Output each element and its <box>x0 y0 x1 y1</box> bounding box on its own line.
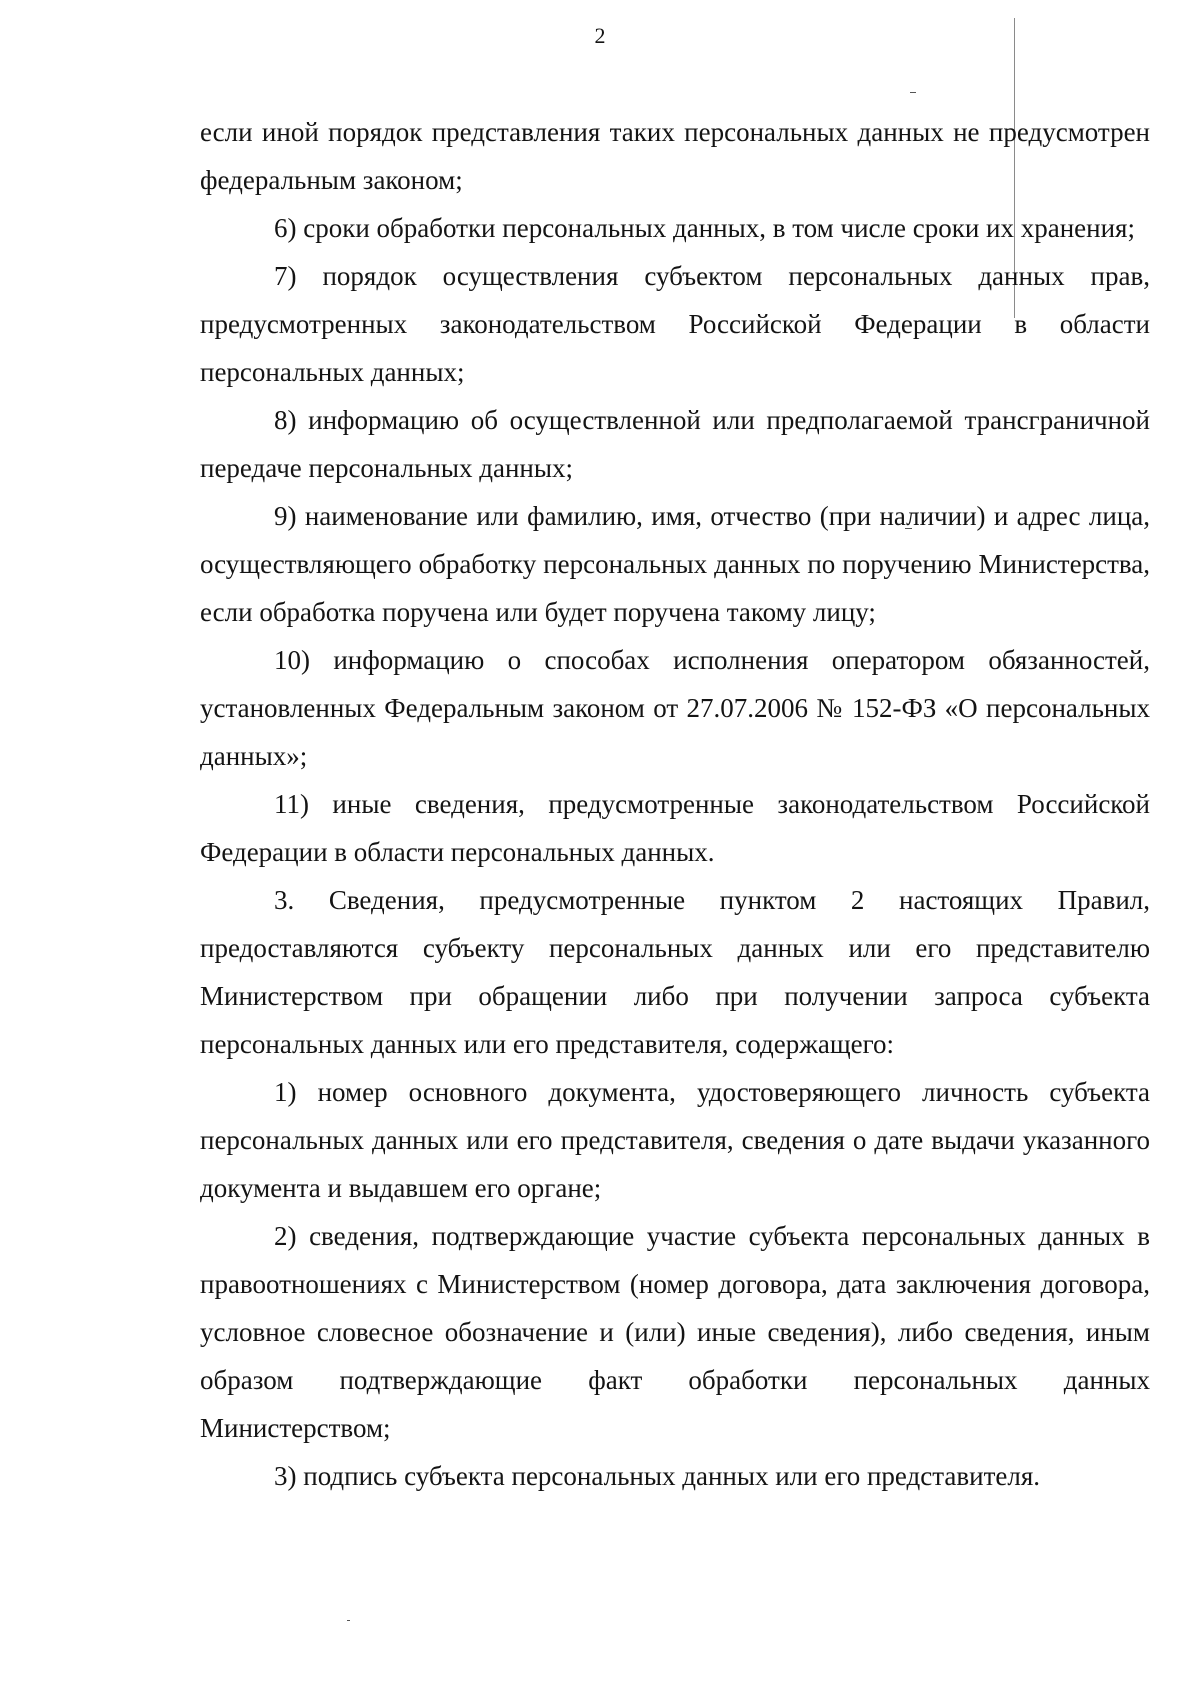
paragraph-line: сведения, иным образом подтверждающие факт обработки персональных <box>200 1317 1150 1395</box>
paragraph-line: 2) сведения, подтверждающие участие субъекта персональных данных <box>274 1221 1125 1251</box>
paragraph-line: если иной порядок представления таких персональных данных не <box>200 117 980 147</box>
paragraph-line: 3. Сведения, предусмотренные пунктом 2 настоящих Правил, <box>274 885 1150 915</box>
paragraph-line: 11) иные сведения, предусмотренные законодательством Российской <box>274 789 1150 819</box>
sub-item-1 <box>200 1068 1150 1212</box>
paragraph-line: персональных данных или его представителя, содержащего: <box>200 1029 895 1059</box>
list-item-6 <box>200 204 1150 252</box>
page-number: 2 <box>594 23 606 48</box>
paragraph-line: трансграничной передаче персональных данных; <box>200 405 1150 483</box>
paragraph-line: 6) сроки обработки персональных данных, в том числе сроки их <box>274 213 1014 243</box>
list-item-7 <box>200 252 1150 396</box>
paragraph-line: Министерством при обращении либо при получении запроса субъекта <box>200 981 1150 1011</box>
paragraph-line: предусмотрен федеральным законом; <box>200 117 1150 195</box>
paragraph-line: данных Министерством; <box>200 1365 1151 1443</box>
paragraph-line: в правоотношениях с Министерством (номер договора, дата заключения <box>200 1221 1150 1299</box>
paragraph-line: персональных данных или его представителя, сведения о дате выдачи <box>200 1125 1015 1155</box>
paragraph-line: Федерации в области персональных данных. <box>200 837 715 867</box>
list-item-8 <box>200 396 1150 492</box>
paragraph-line: 7) порядок осуществления субъектом персональных данных прав, <box>274 261 1150 291</box>
paragraph-line: 3) подпись субъекта персональных данных или его представителя. <box>274 1461 1041 1491</box>
document-body <box>200 108 1150 1500</box>
paragraph-line: 1) номер основного документа, удостоверяющего личность субъекта <box>274 1077 1150 1107</box>
paragraph-line: 10) информацию о способах исполнения оператором обязанностей, <box>274 645 1150 675</box>
paragraph-line: персональных данных»; <box>200 693 1150 771</box>
sub-item-3 <box>200 1452 1150 1500</box>
list-item-11 <box>200 780 1150 876</box>
paragraph-line: хранения; <box>1020 213 1135 243</box>
paragraph-line: персональных данных; <box>200 357 465 387</box>
paragraph-line: 9) наименование или фамилию, имя, отчество (при наличии) и адрес <box>274 501 1081 531</box>
paragraph-line: Министерства, если обработка поручена или будет поручена такому лицу; <box>200 549 1151 627</box>
clause-3 <box>200 876 1150 1068</box>
paragraph-line: предусмотренных законодательством Российской Федерации в области <box>200 309 1150 339</box>
scan-artifact-speck <box>347 1620 350 1621</box>
scan-artifact-speck <box>910 92 916 93</box>
paragraph-line: предоставляются субъекту персональных данных или его представителю <box>200 933 1150 963</box>
paragraph-line: указанного документа и выдавшем его органе; <box>200 1125 1151 1203</box>
paragraph-line: договора, условное словесное обозначение и (или) иные сведения), либо <box>200 1269 1151 1347</box>
paragraph-line: 8) информацию об осуществленной или предполагаемой <box>274 405 953 435</box>
paragraph-line: установленных Федеральным законом от 27.07.2006 № 152-ФЗ «О <box>200 693 978 723</box>
sub-item-2 <box>200 1212 1150 1452</box>
list-item-9 <box>200 492 1150 636</box>
paragraph-line: лица, осуществляющего обработку персональных данных по поручению <box>200 501 1151 579</box>
paragraph-continuation <box>200 108 1150 204</box>
list-item-10 <box>200 636 1150 780</box>
